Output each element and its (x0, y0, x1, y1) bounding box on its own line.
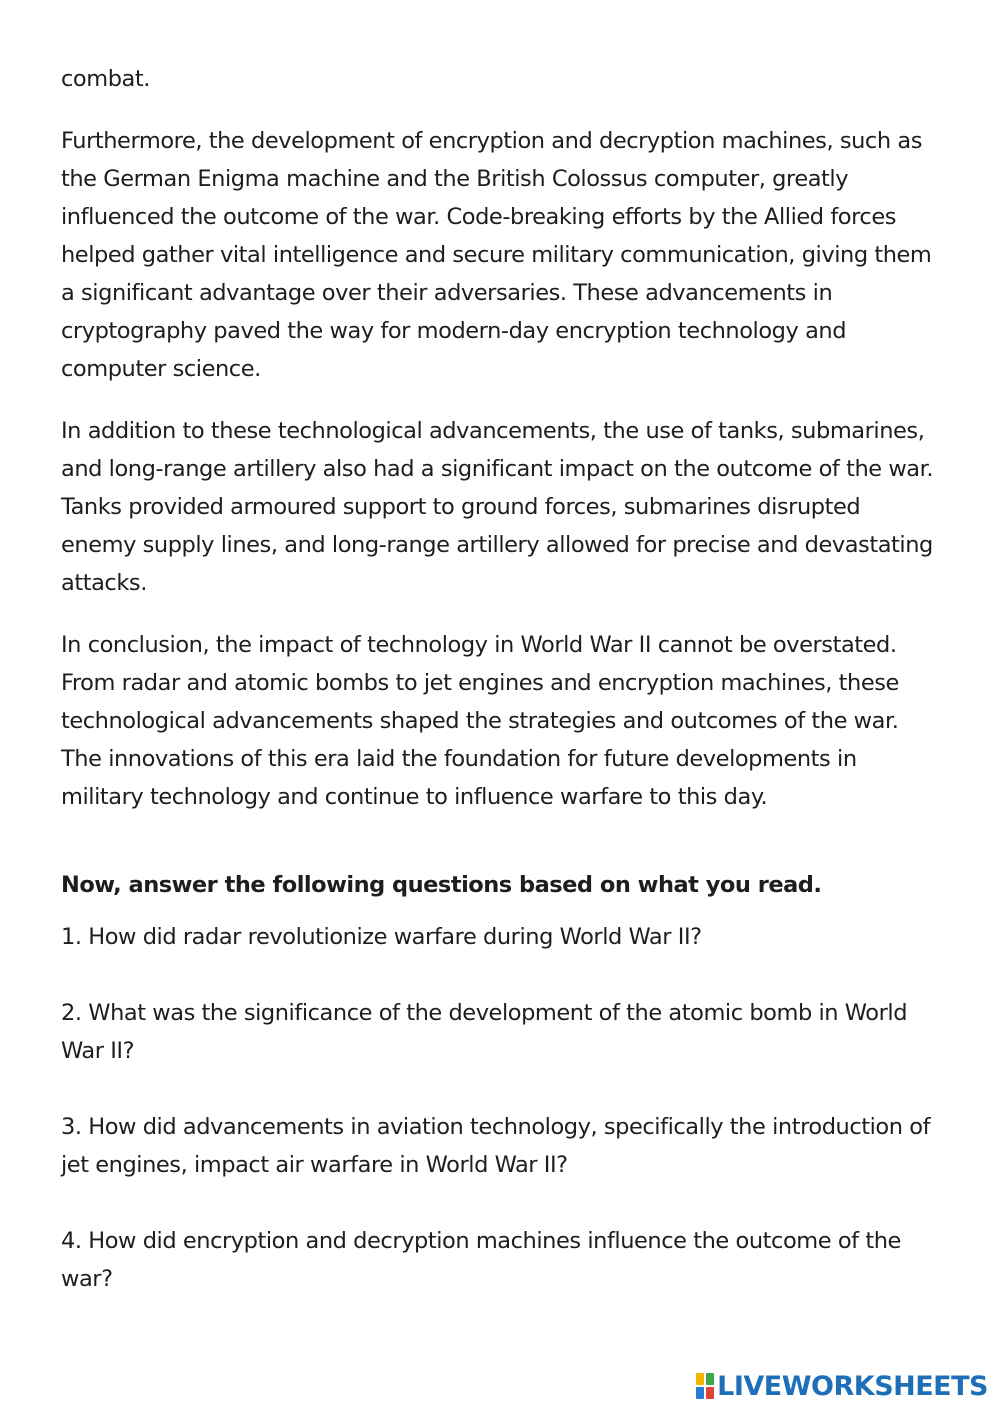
liveworksheets-logo[interactable] (696, 1368, 988, 1404)
paragraph-encryption: Furthermore, the development of encryption and decryption machines, such as the German Enigma machine and the British Colossus computer, greatly influenced the outcome of the war. Code-breaking efforts by the Allied forces helped gather vital intelligence and secure military communication, giving them a significant advantage over their adversaries. These advancements in cryptography paved the way for modern-day encryption technology and computer science. (61, 128, 932, 382)
paragraph-conclusion: In conclusion, the impact of technology in World War II cannot be overstated. From radar and atomic bombs to jet engines and encryption machines, these technological advancements shaped the strategies and outcomes of the war. The innovations of this era laid the foundation for future developments in military technology and continue to influence warfare to this day. (61, 632, 899, 810)
question-2: 2. What was the significance of the development of the atomic bomb in World War II? (61, 1000, 908, 1064)
questions-instruction: Now, answer the following questions based on what you read. (61, 872, 822, 898)
logo-tile-yellow (696, 1373, 704, 1385)
worksheet-page (61, 60, 941, 1336)
question-3: 3. How did advancements in aviation technology, specifically the introduction of jet engines, impact air warfare in World War II? (61, 1114, 931, 1178)
logo-tile-blue (696, 1387, 704, 1399)
paragraph-continuation: combat. (61, 66, 150, 92)
question-1: 1. How did radar revolutionize warfare during World War II? (61, 924, 702, 950)
liveworksheets-logo-text: LIVEWORKSHEETS (717, 1370, 988, 1402)
logo-tile-red (706, 1387, 714, 1399)
liveworksheets-logo-icon (696, 1373, 714, 1399)
paragraph-tanks-submarines: In addition to these technological advancements, the use of tanks, submarines, and long-range artillery also had a significant impact on the outcome of the war. Tanks provided armoured support to ground forces, submarines disrupted enemy supply lines, and long-range artillery allowed for precise and devastating attacks. (61, 418, 934, 596)
question-4: 4. How did encryption and decryption machines influence the outcome of the war? (61, 1228, 901, 1292)
logo-tile-green (706, 1373, 714, 1385)
